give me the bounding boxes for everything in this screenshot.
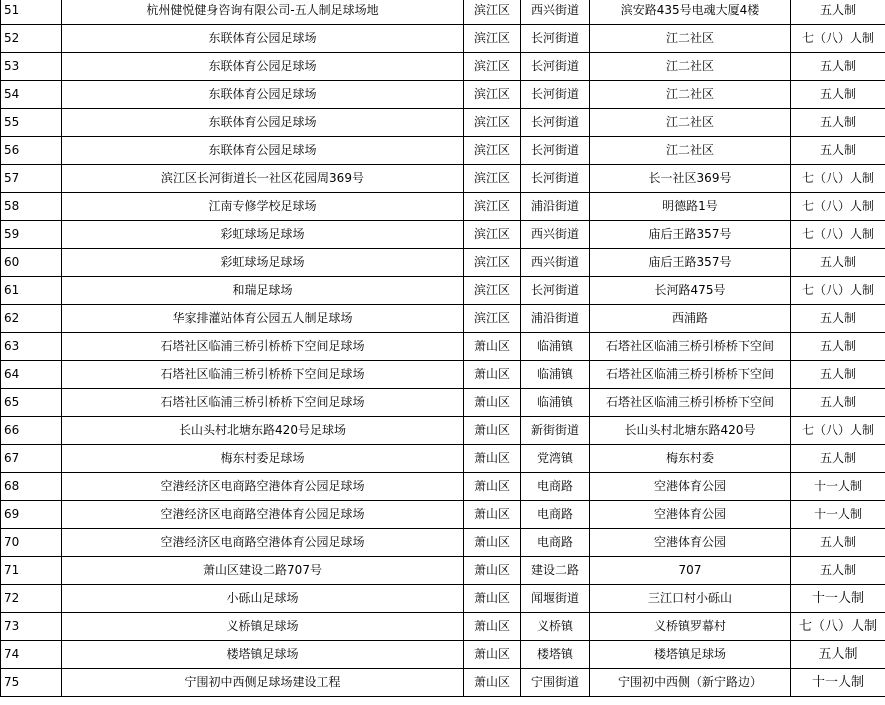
- format-cell: 五人制: [791, 109, 885, 137]
- row-number-cell: 70: [1, 529, 62, 557]
- address-cell: 江二社区: [590, 109, 791, 137]
- street-cell: 长河街道: [521, 81, 590, 109]
- street-cell: 建设二路: [521, 557, 590, 585]
- street-cell: 新街街道: [521, 417, 590, 445]
- row-number-cell: 72: [1, 585, 62, 613]
- format-cell: 七（八）人制: [791, 165, 885, 193]
- format-cell: 十一人制: [791, 473, 885, 501]
- venue-name-cell: 小砾山足球场: [62, 585, 464, 613]
- district-cell: 萧山区: [464, 361, 521, 389]
- venue-name-cell: 石塔社区临浦三桥引桥桥下空间足球场: [62, 333, 464, 361]
- street-cell: 浦沿街道: [521, 305, 590, 333]
- row-number-cell: 58: [1, 193, 62, 221]
- table-row: [1, 613, 885, 641]
- address-cell: 楼塔镇足球场: [590, 641, 791, 669]
- street-cell: 长河街道: [521, 137, 590, 165]
- table-row: [1, 417, 885, 445]
- row-number-cell: 66: [1, 417, 62, 445]
- venue-name-cell: 空港经济区电商路空港体育公园足球场: [62, 529, 464, 557]
- venue-name-cell: 空港经济区电商路空港体育公园足球场: [62, 501, 464, 529]
- table-row: [1, 221, 885, 249]
- district-cell: 萧山区: [464, 501, 521, 529]
- district-cell: 滨江区: [464, 277, 521, 305]
- address-cell: 空港体育公园: [590, 529, 791, 557]
- table-row: [1, 109, 885, 137]
- district-cell: 滨江区: [464, 0, 521, 25]
- district-cell: 滨江区: [464, 193, 521, 221]
- row-number-cell: 54: [1, 81, 62, 109]
- format-cell: 五人制: [791, 389, 885, 417]
- row-number-cell: 64: [1, 361, 62, 389]
- address-cell: 石塔社区临浦三桥引桥桥下空间: [590, 361, 791, 389]
- row-number-cell: 57: [1, 165, 62, 193]
- street-cell: 楼塔镇: [521, 641, 590, 669]
- address-cell: 空港体育公园: [590, 473, 791, 501]
- format-cell: 七（八）人制: [791, 193, 885, 221]
- address-cell: 长山头村北塘东路420号: [590, 417, 791, 445]
- row-number-cell: 55: [1, 109, 62, 137]
- street-cell: 电商路: [521, 529, 590, 557]
- table-row: [1, 389, 885, 417]
- address-cell: 长河路475号: [590, 277, 791, 305]
- district-cell: 萧山区: [464, 529, 521, 557]
- street-cell: 西兴街道: [521, 221, 590, 249]
- district-cell: 萧山区: [464, 445, 521, 473]
- district-cell: 滨江区: [464, 53, 521, 81]
- district-cell: 萧山区: [464, 669, 521, 697]
- venue-name-cell: 和瑞足球场: [62, 277, 464, 305]
- district-cell: 萧山区: [464, 557, 521, 585]
- table-row: [1, 445, 885, 473]
- venue-name-cell: 东联体育公园足球场: [62, 109, 464, 137]
- format-cell: 五人制: [791, 529, 885, 557]
- row-number-cell: 68: [1, 473, 62, 501]
- district-cell: 滨江区: [464, 137, 521, 165]
- district-cell: 萧山区: [464, 417, 521, 445]
- address-cell: 三江口村小砾山: [590, 585, 791, 613]
- address-cell: 石塔社区临浦三桥引桥桥下空间: [590, 389, 791, 417]
- venue-name-cell: 义桥镇足球场: [62, 613, 464, 641]
- address-cell: 江二社区: [590, 137, 791, 165]
- row-number-cell: 62: [1, 305, 62, 333]
- address-cell: 长一社区369号: [590, 165, 791, 193]
- district-cell: 萧山区: [464, 585, 521, 613]
- row-number-cell: 74: [1, 641, 62, 669]
- format-cell: 五人制: [791, 53, 885, 81]
- venue-name-cell: 东联体育公园足球场: [62, 137, 464, 165]
- address-cell: 庙后王路357号: [590, 249, 791, 277]
- format-cell: 七（八）人制: [791, 25, 885, 53]
- venue-name-cell: 东联体育公园足球场: [62, 81, 464, 109]
- format-cell: 五人制: [791, 361, 885, 389]
- district-cell: 滨江区: [464, 221, 521, 249]
- district-cell: 萧山区: [464, 389, 521, 417]
- row-number-cell: 60: [1, 249, 62, 277]
- street-cell: 临浦镇: [521, 333, 590, 361]
- venue-name-cell: 梅东村委足球场: [62, 445, 464, 473]
- street-cell: 宁围街道: [521, 669, 590, 697]
- district-cell: 萧山区: [464, 641, 521, 669]
- venue-name-cell: 东联体育公园足球场: [62, 25, 464, 53]
- address-cell: 宁围初中西侧（新宁路边）: [590, 669, 791, 697]
- table-row: [1, 25, 885, 53]
- address-cell: 石塔社区临浦三桥引桥桥下空间: [590, 333, 791, 361]
- street-cell: 电商路: [521, 501, 590, 529]
- address-cell: 空港体育公园: [590, 501, 791, 529]
- address-cell: 义桥镇罗幕村: [590, 613, 791, 641]
- street-cell: 电商路: [521, 473, 590, 501]
- address-cell: 西浦路: [590, 305, 791, 333]
- district-cell: 滨江区: [464, 249, 521, 277]
- district-cell: 滨江区: [464, 165, 521, 193]
- address-cell: 江二社区: [590, 25, 791, 53]
- table-row: [1, 669, 885, 697]
- table-row: [1, 249, 885, 277]
- table-row: [1, 0, 885, 25]
- table-row: [1, 557, 885, 585]
- street-cell: 临浦镇: [521, 389, 590, 417]
- district-cell: 滨江区: [464, 109, 521, 137]
- format-cell: 十一人制: [791, 585, 885, 613]
- table-row: [1, 641, 885, 669]
- venue-name-cell: 空港经济区电商路空港体育公园足球场: [62, 473, 464, 501]
- district-cell: 滨江区: [464, 25, 521, 53]
- address-cell: 明德路1号: [590, 193, 791, 221]
- row-number-cell: 69: [1, 501, 62, 529]
- table-row: [1, 305, 885, 333]
- format-cell: 五人制: [791, 305, 885, 333]
- district-cell: 萧山区: [464, 613, 521, 641]
- row-number-cell: 65: [1, 389, 62, 417]
- venue-name-cell: 江南专修学校足球场: [62, 193, 464, 221]
- table-row: [1, 193, 885, 221]
- street-cell: 长河街道: [521, 165, 590, 193]
- table-row: [1, 585, 885, 613]
- street-cell: 长河街道: [521, 25, 590, 53]
- row-number-cell: 59: [1, 221, 62, 249]
- street-cell: 长河街道: [521, 109, 590, 137]
- row-number-cell: 56: [1, 137, 62, 165]
- table-row: [1, 333, 885, 361]
- format-cell: 五人制: [791, 641, 885, 669]
- street-cell: 浦沿街道: [521, 193, 590, 221]
- format-cell: 五人制: [791, 81, 885, 109]
- venue-name-cell: 东联体育公园足球场: [62, 53, 464, 81]
- format-cell: 五人制: [791, 333, 885, 361]
- table-row: [1, 473, 885, 501]
- row-number-cell: 52: [1, 25, 62, 53]
- table-row: [1, 501, 885, 529]
- district-cell: 滨江区: [464, 81, 521, 109]
- format-cell: 五人制: [791, 557, 885, 585]
- venue-name-cell: 彩虹球场足球场: [62, 221, 464, 249]
- table-row: [1, 361, 885, 389]
- format-cell: 五人制: [791, 0, 885, 25]
- venue-name-cell: 滨江区长河街道长一社区花园周369号: [62, 165, 464, 193]
- street-cell: 长河街道: [521, 277, 590, 305]
- address-cell: 梅东村委: [590, 445, 791, 473]
- format-cell: 十一人制: [791, 669, 885, 697]
- table-row: [1, 529, 885, 557]
- format-cell: 五人制: [791, 137, 885, 165]
- row-number-cell: 73: [1, 613, 62, 641]
- format-cell: 五人制: [791, 445, 885, 473]
- format-cell: 五人制: [791, 249, 885, 277]
- street-cell: 西兴街道: [521, 249, 590, 277]
- table-row: [1, 81, 885, 109]
- venue-name-cell: 杭州健悦健身咨询有限公司-五人制足球场地: [62, 0, 464, 25]
- district-cell: 萧山区: [464, 333, 521, 361]
- address-cell: 江二社区: [590, 53, 791, 81]
- table-row: [1, 137, 885, 165]
- row-number-cell: 71: [1, 557, 62, 585]
- format-cell: 七（八）人制: [791, 613, 885, 641]
- row-number-cell: 53: [1, 53, 62, 81]
- format-cell: 七（八）人制: [791, 277, 885, 305]
- format-cell: 十一人制: [791, 501, 885, 529]
- table-row: [1, 165, 885, 193]
- street-cell: 闻堰街道: [521, 585, 590, 613]
- row-number-cell: 61: [1, 277, 62, 305]
- row-number-cell: 75: [1, 669, 62, 697]
- address-cell: 江二社区: [590, 81, 791, 109]
- row-number-cell: 51: [1, 0, 62, 25]
- district-cell: 滨江区: [464, 305, 521, 333]
- table-row: [1, 277, 885, 305]
- district-cell: 萧山区: [464, 473, 521, 501]
- venue-name-cell: 石塔社区临浦三桥引桥桥下空间足球场: [62, 389, 464, 417]
- address-cell: 庙后王路357号: [590, 221, 791, 249]
- format-cell: 七（八）人制: [791, 221, 885, 249]
- row-number-cell: 67: [1, 445, 62, 473]
- street-cell: 党湾镇: [521, 445, 590, 473]
- venue-name-cell: 长山头村北塘东路420号足球场: [62, 417, 464, 445]
- street-cell: 西兴街道: [521, 0, 590, 25]
- venue-name-cell: 石塔社区临浦三桥引桥桥下空间足球场: [62, 361, 464, 389]
- format-cell: 七（八）人制: [791, 417, 885, 445]
- street-cell: 临浦镇: [521, 361, 590, 389]
- venue-table-body: [1, 0, 885, 697]
- address-cell: 707: [590, 557, 791, 585]
- venue-name-cell: 萧山区建设二路707号: [62, 557, 464, 585]
- venue-name-cell: 彩虹球场足球场: [62, 249, 464, 277]
- street-cell: 义桥镇: [521, 613, 590, 641]
- venue-name-cell: 楼塔镇足球场: [62, 641, 464, 669]
- row-number-cell: 63: [1, 333, 62, 361]
- venue-name-cell: 华家排灌站体育公园五人制足球场: [62, 305, 464, 333]
- table-row: [1, 53, 885, 81]
- address-cell: 滨安路435号电魂大厦4楼: [590, 0, 791, 25]
- venue-name-cell: 宁围初中西侧足球场建设工程: [62, 669, 464, 697]
- street-cell: 长河街道: [521, 53, 590, 81]
